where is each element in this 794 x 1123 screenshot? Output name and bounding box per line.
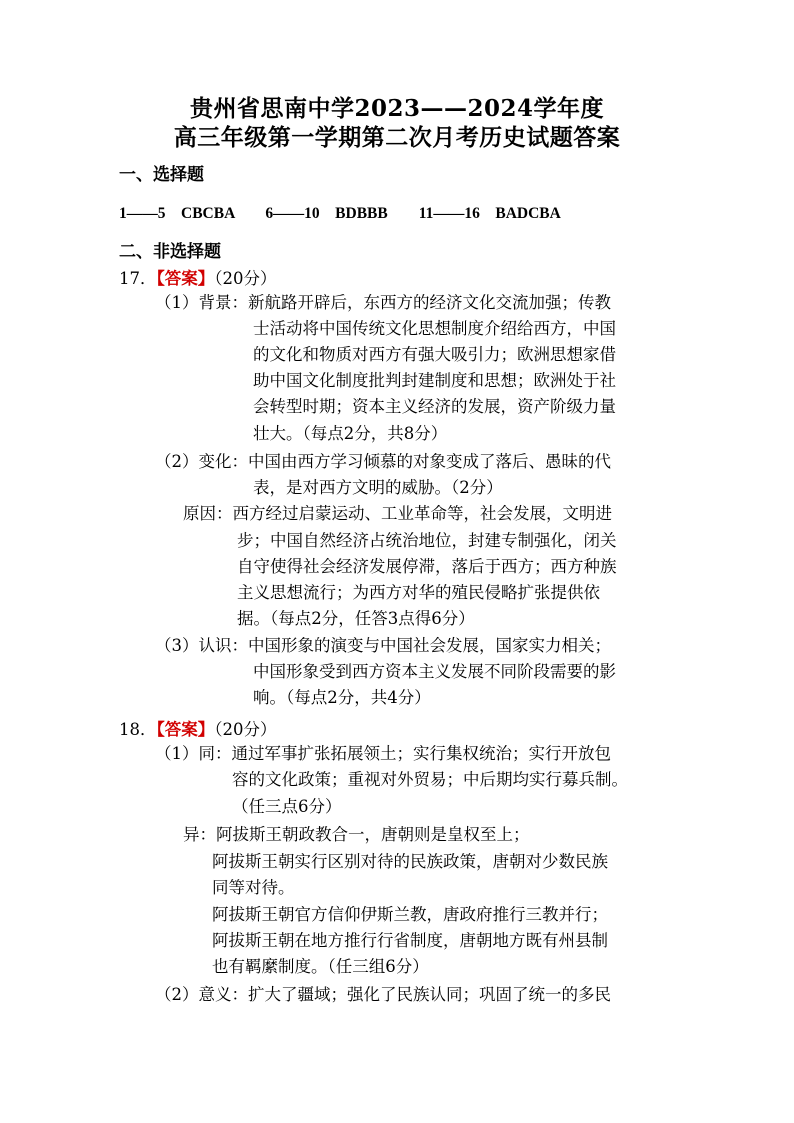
q17-line: 的文化和物质对西方有强大吸引力；欧洲思想家借 <box>253 345 616 364</box>
section2-heading: 二、非选择题 <box>119 242 221 262</box>
q17-line: 步；中国自然经济占统治地位，封建专制强化，闭关 <box>237 531 617 550</box>
score: （20分） <box>214 269 277 288</box>
exam-title-line2: 高三年级第一学期第二次月考历史试题答案 <box>173 124 621 151</box>
question-number: 17． <box>119 269 157 288</box>
answer-range: 6——10 <box>265 205 320 222</box>
q17-line: 士活动将中国传统文化思想制度介绍给西方，中国 <box>253 319 616 338</box>
answer-key: BDBBB <box>335 205 388 222</box>
q17-line: 会转型时期；资本主义经济的发展，资产阶级力量 <box>253 397 616 416</box>
q17-line: 据。（每点2分，任答3点得6分） <box>237 609 475 628</box>
question-number: 18． <box>119 720 157 739</box>
section1-heading: 一、选择题 <box>119 165 204 185</box>
q17-line: 原因：西方经过启蒙运动、工业革命等，社会发展，文明进 <box>183 504 612 523</box>
q18-header <box>119 716 277 740</box>
q17-header <box>119 265 277 289</box>
q17-line: （2）变化：中国由西方学习倾慕的对象变成了落后、愚昧的代 <box>155 452 611 471</box>
q18-line: 阿拔斯王朝在地方推行行省制度，唐朝地方既有州县制 <box>212 931 608 950</box>
q17-line: （1）背景：新航路开辟后，东西方的经济文化交流加强；传教 <box>155 293 611 312</box>
multiple-choice-answers <box>119 205 561 223</box>
answer-key: BADCBA <box>495 205 561 222</box>
q17-line: 中国形象受到西方资本主义发展不同阶段需要的影 <box>253 662 616 681</box>
q17-line: （3）认识：中国形象的演变与中国社会发展，国家实力相关； <box>155 636 611 655</box>
q17-line: 壮大。（每点2分，共8分） <box>253 424 448 443</box>
score: （20分） <box>214 720 277 739</box>
answer-key: CBCBA <box>181 205 235 222</box>
q17-line: 自守使得社会经济发展停滞，落后于西方；西方种族 <box>237 557 617 576</box>
q18-line: 容的文化政策；重视对外贸易；中后期均实行募兵制。 <box>232 770 628 789</box>
q17-line: 表，是对西方文明的威胁。（2分） <box>253 478 503 497</box>
q18-line: （1）同：通过军事扩张拓展领土；实行集权统治；实行开放包 <box>155 744 611 763</box>
q18-line: （2）意义：扩大了疆域；强化了民族认同；巩固了统一的多民 <box>155 985 611 1004</box>
q17-line: 响。（每点2分，共4分） <box>253 688 431 707</box>
q18-line: （任三点6分） <box>232 797 342 816</box>
answer-tag: 【答案】 <box>156 269 215 288</box>
q18-line: 阿拔斯王朝官方信仰伊斯兰教，唐政府推行三教并行； <box>212 905 608 924</box>
q17-line: 助中国文化制度批判封建制度和思想；欧洲处于社 <box>253 371 616 390</box>
exam-title-line1: 贵州省思南中学2023——2024学年度 <box>189 95 605 122</box>
q18-line: 阿拔斯王朝实行区别对待的民族政策，唐朝对少数民族 <box>212 852 608 871</box>
answer-range: 1——5 <box>119 205 166 222</box>
answer-tag: 【答案】 <box>156 720 215 739</box>
answer-range: 11——16 <box>418 205 480 222</box>
q17-line: 主义思想流行；为西方对华的殖民侵略扩张提供依 <box>237 583 600 602</box>
q18-line: 异：阿拔斯王朝政教合一，唐朝则是皇权至上； <box>183 825 530 844</box>
q18-line: 同等对待。 <box>212 878 295 897</box>
q18-line: 也有羁縻制度。（任三组6分） <box>212 957 429 976</box>
